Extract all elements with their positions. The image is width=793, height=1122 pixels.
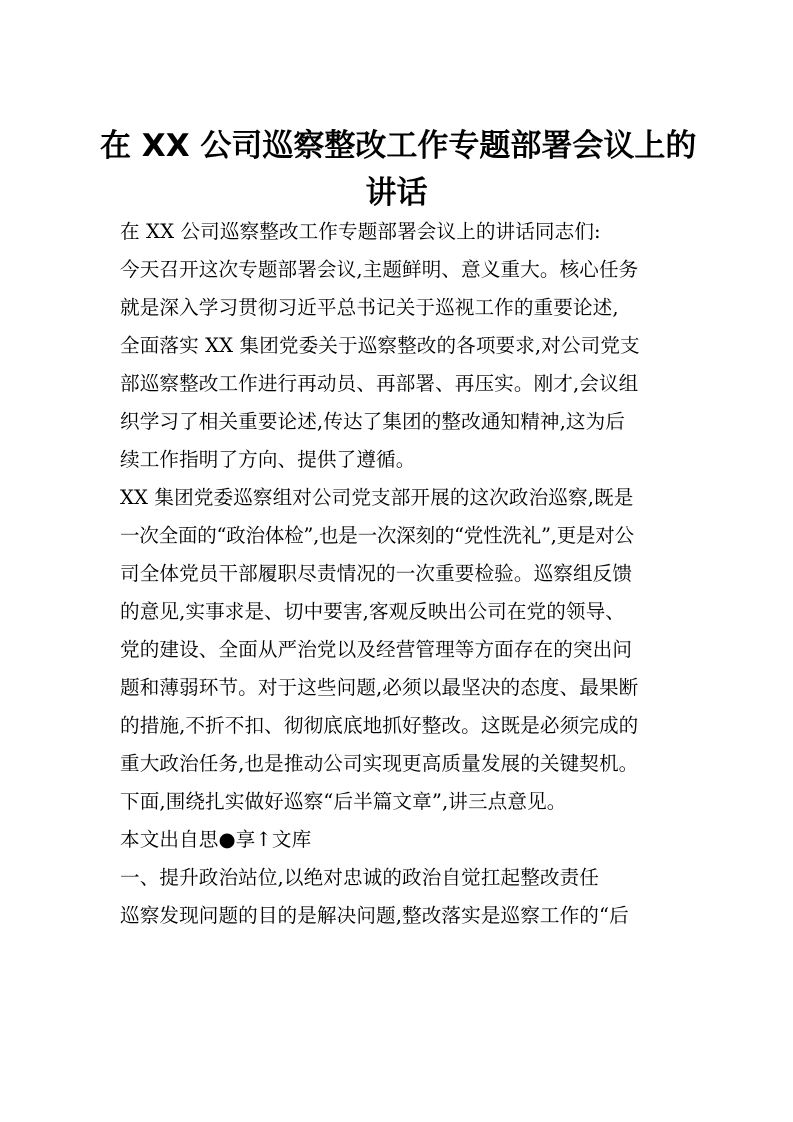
body-line: 下面,围绕扎实做好巡察“后半篇文章”,讲三点意见。 bbox=[120, 790, 567, 813]
body-line: 续工作指明了方向、提供了遵循。 bbox=[120, 448, 416, 471]
body-line: 司全体党员干部履职尽责情况的一次重要检验。巡察组反馈 bbox=[120, 562, 633, 585]
section-heading-1: 一、提升政治站位,以绝对忠诚的政治自觉扛起整改责任 bbox=[120, 866, 599, 889]
body-line: 全面落实 XX 集团党委关于巡察整改的各项要求,对公司党支 bbox=[120, 334, 640, 357]
body-line: 题和薄弱环节。对于这些问题,必须以最坚决的态度、最果断 bbox=[120, 676, 639, 699]
body-line: 一次全面的“政治体检”,也是一次深刻的“党性洗礼”,更是对公 bbox=[120, 524, 634, 547]
body-line: 织学习了相关重要论述,传达了集团的整改通知精神,这为后 bbox=[120, 410, 625, 433]
body-line: 的措施,不折不扣、彻彻底底地抓好整改。这既是必须完成的 bbox=[120, 714, 639, 737]
document-title-line-2: 讲话 bbox=[365, 175, 428, 211]
body-line: 就是深入学习贯彻习近平总书记关于巡视工作的重要论述, bbox=[120, 296, 619, 319]
body-line: 在 XX 公司巡察整改工作专题部署会议上的讲话同志们: bbox=[120, 220, 601, 243]
body-line: 巡察发现问题的目的是解决问题,整改落实是巡察工作的“后 bbox=[120, 904, 629, 927]
source-note: 本文出自思●享↑文库 bbox=[120, 828, 312, 851]
body-line: 重大政治任务,也是推动公司实现更高质量发展的关键契机。 bbox=[120, 752, 639, 775]
body-line: 部巡察整改工作进行再动员、再部署、再压实。刚才,会议组 bbox=[120, 372, 639, 395]
document-title-line-1: 在 XX 公司巡察整改工作专题部署会议上的 bbox=[100, 128, 697, 164]
body-line: 的意见,实事求是、切中要害,客观反映出公司在党的领导、 bbox=[120, 600, 625, 623]
body-line: 党的建设、全面从严治党以及经营管理等方面存在的突出问 bbox=[120, 638, 633, 661]
body-line: XX 集团党委巡察组对公司党支部开展的这次政治巡察,既是 bbox=[120, 486, 634, 509]
body-line: 今天召开这次专题部署会议,主题鲜明、意义重大。核心任务 bbox=[120, 258, 639, 281]
